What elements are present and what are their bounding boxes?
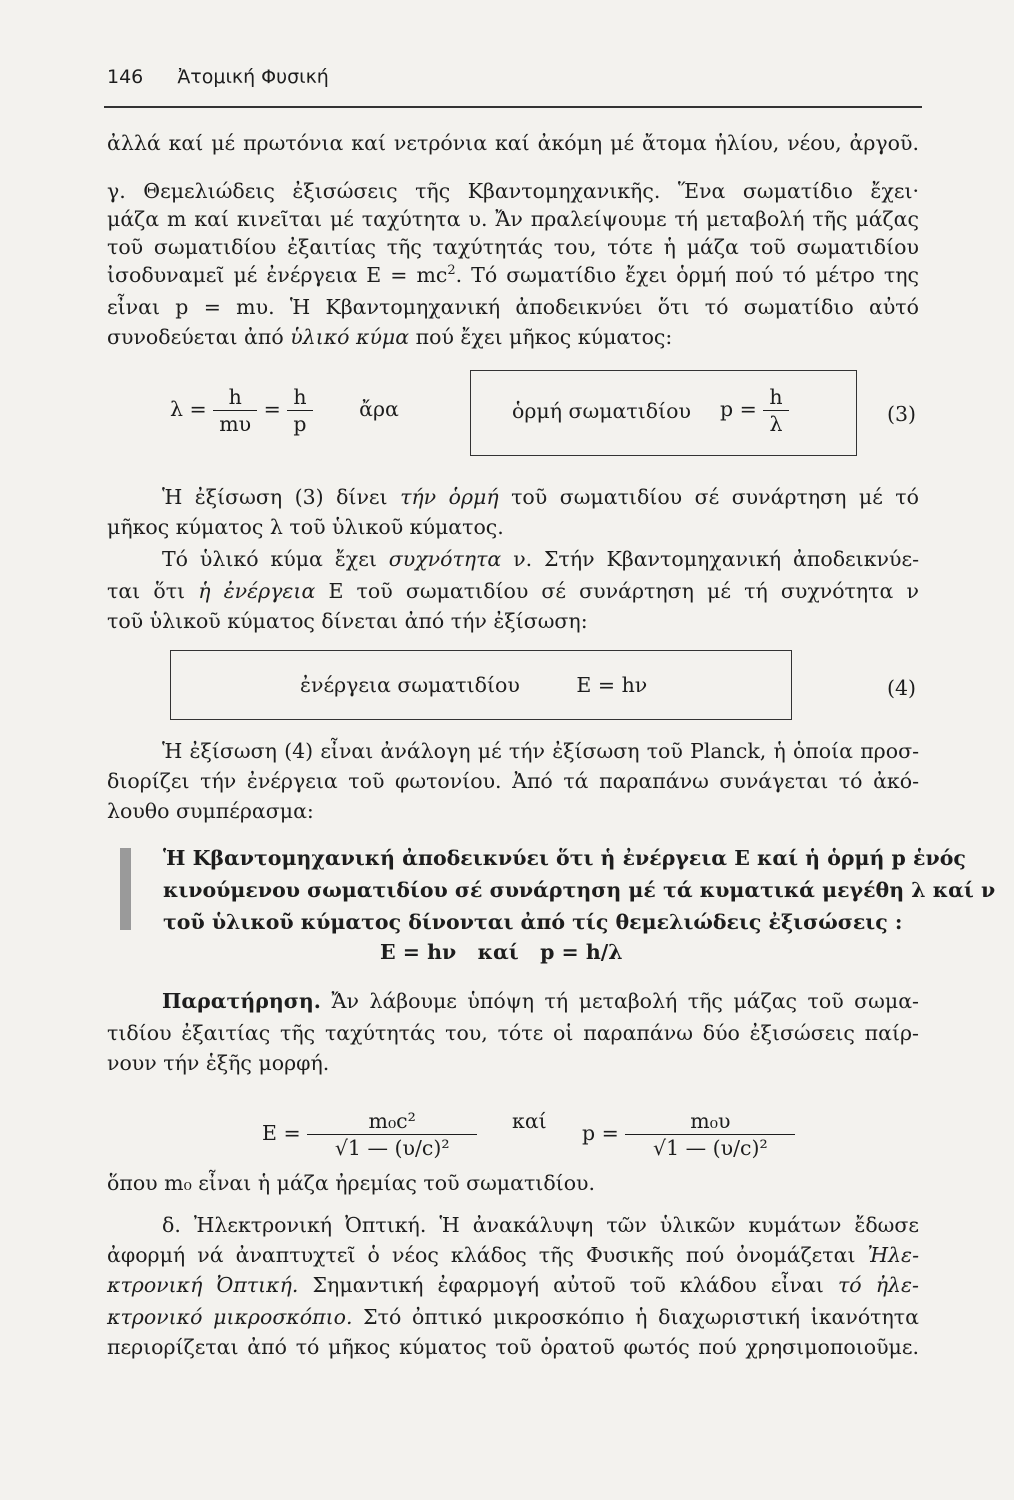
italic-term: συχνότητα: [388, 547, 502, 571]
paragraph-line: [107, 1242, 919, 1268]
math-text: p =: [720, 397, 757, 421]
math-text: ἐνέργεια σωματιδίου: [300, 673, 520, 697]
paragraph-line: [107, 262, 919, 288]
text-span: πού ἔχει μῆκος κύματος:: [415, 325, 673, 349]
math-text: ἄρα: [359, 397, 399, 421]
paragraph-line: [162, 988, 919, 1014]
fraction-numerator: h: [213, 384, 257, 411]
math-text: ὁρμή σωματιδίου: [512, 399, 691, 423]
fraction-denominator: √1 — (υ/c)²: [653, 1136, 768, 1160]
paragraph-line: μάζα m καί κινεῖται μέ ταχύτητα υ. Ἄν πραλείψουμε τή μεταβολή τῆς μάζας: [107, 207, 919, 231]
paragraph-line: [162, 546, 919, 572]
fraction: [763, 384, 788, 437]
italic-term: ἡ ἐνέργεια: [198, 579, 316, 603]
equation-3-left: [170, 384, 399, 437]
fraction: [625, 1108, 795, 1161]
math-text: E = hν: [576, 673, 648, 697]
text-span: ν. Στήν Κβαντομηχανική ἀποδεικνύε-: [513, 547, 919, 571]
fraction-denominator: mυ: [219, 412, 252, 436]
conclusion-line: Ἡ Κβαντομηχανική ἀποδεικνύει ὅτι ἡ ἐνέργεια E καί ἡ ὁρμή p ἑνός: [163, 846, 966, 870]
remark-title: Παρατήρηση.: [162, 989, 321, 1013]
conclusion-line: τοῦ ὑλικοῦ κύματος δίνονται ἀπό τίς θεμελιώδεις ἐξισώσεις :: [163, 910, 903, 934]
highlight-bar: [120, 848, 131, 930]
fraction-denominator: λ: [769, 412, 783, 436]
text-span: Ἡ ἐξίσωση (3) δίνει: [162, 485, 388, 509]
section-c-heading: γ. Θεμελιώδεις ἐξισώσεις τῆς Κβαντομηχανικῆς.: [107, 179, 661, 203]
math-text: =: [263, 397, 281, 421]
section-c-heading-line: [107, 178, 919, 204]
text-span: Ἕνα σωματίδιο ἔχει·: [677, 179, 920, 203]
text-span: E τοῦ σωματιδίου σέ συνάρτηση μέ τή συχνότητα ν: [328, 579, 919, 603]
text-span: τοῦ σωματιδίου σέ συνάρτηση μέ τό: [511, 485, 919, 509]
paragraph-line: [162, 484, 919, 510]
equation-3-boxed: [512, 398, 691, 424]
text-span: συνοδεύεται ἀπό: [107, 325, 284, 349]
paragraph-line: νουν τήν ἑξῆς μορφή.: [107, 1051, 330, 1075]
italic-term: ὑλικό κύμα: [290, 325, 410, 349]
italic-term: κτρονική Ὀπτική.: [107, 1273, 299, 1297]
conclusion-formula: E = hν καί p = h/λ: [380, 940, 623, 964]
text-span: Τό ὑλικό κύμα ἔχει: [162, 547, 377, 571]
paragraph-line: τοῦ σωματιδίου ἐξαιτίας τῆς ταχύτητάς του, τότε ἡ μάζα τοῦ σωματιδίου: [107, 235, 919, 259]
paragraph-line: [107, 1304, 919, 1330]
text-span: Ἄν λάβουμε ὑπόψη τή μεταβολή τῆς μάζας τοῦ σωμα-: [331, 989, 919, 1013]
math-text: p =: [582, 1121, 619, 1145]
italic-term: τήν ὁρμή: [400, 485, 499, 509]
paragraph-line: εἶναι p = mυ. Ἡ Κβαντομηχανική ἀποδεικνύει ὅτι τό σωματίδιο αὐτό: [107, 295, 919, 319]
conclusion-line: κινούμενου σωματιδίου σέ συνάρτηση μέ τά κυματικά μεγέθη λ καί ν: [163, 878, 996, 902]
relativistic-energy-equation: [262, 1108, 477, 1161]
paragraph-line: ὅπου m₀ εἶναι ἡ μάζα ἠρεμίας τοῦ σωματιδίου.: [107, 1171, 596, 1195]
conjunction: καί: [512, 1109, 547, 1133]
text-span: Στό ὀπτικό μικροσκόπιο ἡ διαχωριστική ἱκανότητα: [363, 1305, 919, 1329]
paragraph-line: περιορίζεται ἀπό τό μῆκος κύματος τοῦ ὁρατοῦ φωτός πού χρησιμοποιοῦμε.: [107, 1335, 919, 1359]
equation-4: [300, 672, 647, 698]
paragraph-line: τιδίου ἐξαιτίας τῆς ταχύτητάς του, τότε οἱ παραπάνω δύο ἐξισώσεις παίρ-: [107, 1021, 919, 1045]
text-span: ται ὅτι: [107, 579, 186, 603]
equation-3-boxed-formula: [720, 384, 789, 437]
page-number: 146: [107, 66, 144, 88]
superscript: 2: [447, 263, 456, 279]
fraction: [287, 384, 312, 437]
text-span: . Τό σωματίδιο ἔχει ὁρμή πού τό μέτρο της: [455, 263, 919, 287]
fraction: [213, 384, 257, 437]
relativistic-momentum-equation: [582, 1108, 795, 1161]
section-d-heading-line: δ. Ἠλεκτρονική Ὀπτική. Ἡ ἀνακάλυψη τῶν ὑλικῶν κυμάτων ἔδωσε: [162, 1213, 919, 1237]
paragraph-line: [107, 578, 919, 604]
paragraph-line: ἀλλά καί μέ πρωτόνια καί νετρόνια καί ἀκόμη μέ ἄτομα ἡλίου, νέου, ἀργοῦ.: [107, 131, 919, 155]
text-span: Σημαντική ἐφαρμογή αὐτοῦ τοῦ κλάδου εἶναι: [312, 1273, 824, 1297]
fraction-numerator: m₀υ: [625, 1108, 795, 1135]
running-title: Ἀτομική Φυσική: [177, 66, 329, 88]
paragraph-line: [107, 324, 672, 350]
italic-term: τό ἠλε-: [837, 1273, 919, 1297]
paragraph-line: τοῦ ὑλικοῦ κύματος δίνεται ἀπό τήν ἐξίσωση:: [107, 609, 588, 633]
paragraph-line: [107, 1272, 919, 1298]
fraction-denominator: p: [293, 412, 307, 436]
paragraph-line: Ἡ ἐξίσωση (4) εἶναι ἀνάλογη μέ τήν ἐξίσωση τοῦ Planck, ἡ ὁποία προσ-: [162, 739, 919, 763]
paragraph-line: λουθο συμπέρασμα:: [107, 799, 314, 823]
fraction-numerator: h: [287, 384, 312, 411]
fraction: [307, 1108, 477, 1161]
equation-number: (4): [887, 676, 917, 700]
fraction-numerator: m₀c²: [307, 1108, 477, 1135]
math-text: λ =: [170, 397, 207, 421]
header-rule: [104, 106, 922, 108]
italic-term: Ἠλε-: [867, 1243, 919, 1267]
italic-term: κτρονικό μικροσκόπιο.: [107, 1305, 353, 1329]
paragraph-line: μῆκος κύματος λ τοῦ ὑλικοῦ κύματος.: [107, 515, 504, 539]
fraction-numerator: h: [763, 384, 788, 411]
paragraph-line: διορίζει τήν ἐνέργεια τοῦ φωτονίου. Ἀπό τά παραπάνω συνάγεται τό ἀκό-: [107, 769, 919, 793]
fraction-denominator: √1 — (υ/c)²: [334, 1136, 450, 1160]
page-header: [107, 66, 329, 88]
equation-number: (3): [887, 402, 917, 426]
text-span: ἰσοδυναμεῖ μέ ἐνέργεια E = mc: [107, 263, 448, 287]
math-text: E =: [262, 1121, 301, 1145]
text-span: ἀφορμή νά ἀναπτυχτεῖ ὁ νέος κλάδος τῆς Φυσικῆς πού ὀνομάζεται: [107, 1243, 856, 1267]
